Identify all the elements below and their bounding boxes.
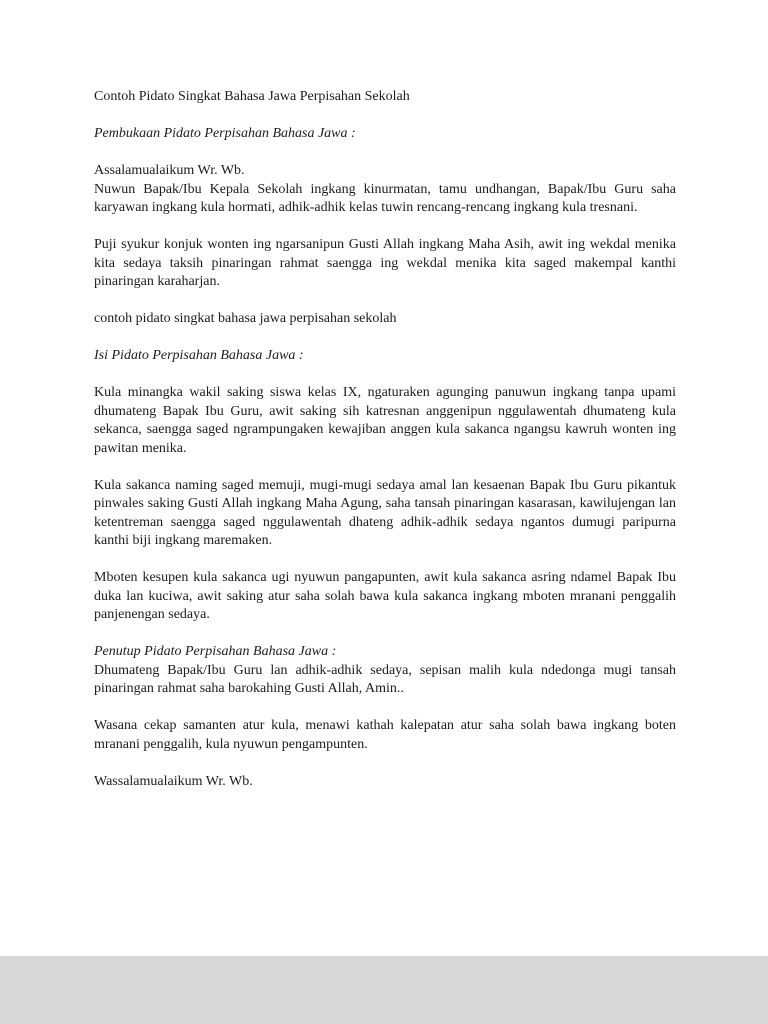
paragraph-opening-address: Nuwun Bapak/Ibu Kepala Sekolah ingkang kinurmatan, tamu undhangan, Bapak/Ibu Guru saha karyawan ingkang kula hormati, adhik-adhik kelas tuwin rencang-rencang ingkang kula tresnani.	[94, 181, 676, 215]
paragraph-gratitude: Puji syukur konjuk wonten ing ngarsanipun Gusti Allah ingkang Maha Asih, awit ing wekdal menika kita sedaya taksih pinaringan rahmat saengga ing wekdal menika kita saged makempal kanthi pinaringan karaharjan.	[94, 237, 676, 289]
document-title: Contoh Pidato Singkat Bahasa Jawa Perpisahan Sekolah	[94, 89, 410, 104]
paragraph-body-1: Kula minangka wakil saking siswa kelas IX, ngaturaken agunging panuwun ingkang tanpa upami dhumateng Bapak Ibu Guru, awit saking sih katresnan anggenipun nggulawentah dhumateng kula sekanca, saengga saged ngrampungaken kewajiban anggen kula sakanca ngangsu kawruh wonten ing pawitan menika.	[94, 385, 676, 456]
paragraph-closing-1: Dhumateng Bapak/Ibu Guru lan adhik-adhik sedaya, sepisan malih kula ndedonga mugi tansah pinaringan rahmat saha barokahing Gusti Allah, Amin..	[94, 662, 676, 696]
paragraph-body-3: Mboten kesupen kula sakanca ugi nyuwun pangapunten, awit kula sakanca asring ndamel Bapak Ibu duka lan kuciwa, awit saking atur saha solah bawa kula sakanca ingkang mboten mranani penggalih panjenengan sedaya.	[94, 570, 676, 622]
paragraph-body-2: Kula sakanca naming saged memuji, mugi-mugi sedaya amal lan kesaenan Bapak Ibu Guru pikantuk pinwales saking Gusti Allah ingkang Maha Agung, saha tansah pinaringan kasarasan, kawilujengan lan ketentreman saengga saged nggulawentah dhateng adhik-adhik sedaya ngantos dumugi paripurna kanthi biji ingkang maremaken.	[94, 477, 676, 548]
closing-greeting-line: Wassalamualaikum Wr. Wb.	[94, 773, 253, 789]
section-heading-isi: Isi Pidato Perpisahan Bahasa Jawa :	[94, 348, 304, 363]
section-heading-penutup: Penutup Pidato Perpisahan Bahasa Jawa :	[94, 644, 337, 659]
caption-line: contoh pidato singkat bahasa jawa perpisahan sekolah	[94, 311, 397, 326]
document-content	[94, 88, 676, 791]
greeting-line: Assalamualaikum Wr. Wb.	[94, 163, 245, 178]
section-heading-pembukaan: Pembukaan Pidato Perpisahan Bahasa Jawa :	[94, 126, 356, 141]
paragraph-closing-2: Wasana cekap samanten atur kula, menawi kathah kalepatan atur saha solah bawa ingkang boten mranani penggalih, kula nyuwun pengampunten.	[94, 718, 676, 752]
viewer-background	[0, 956, 768, 1024]
